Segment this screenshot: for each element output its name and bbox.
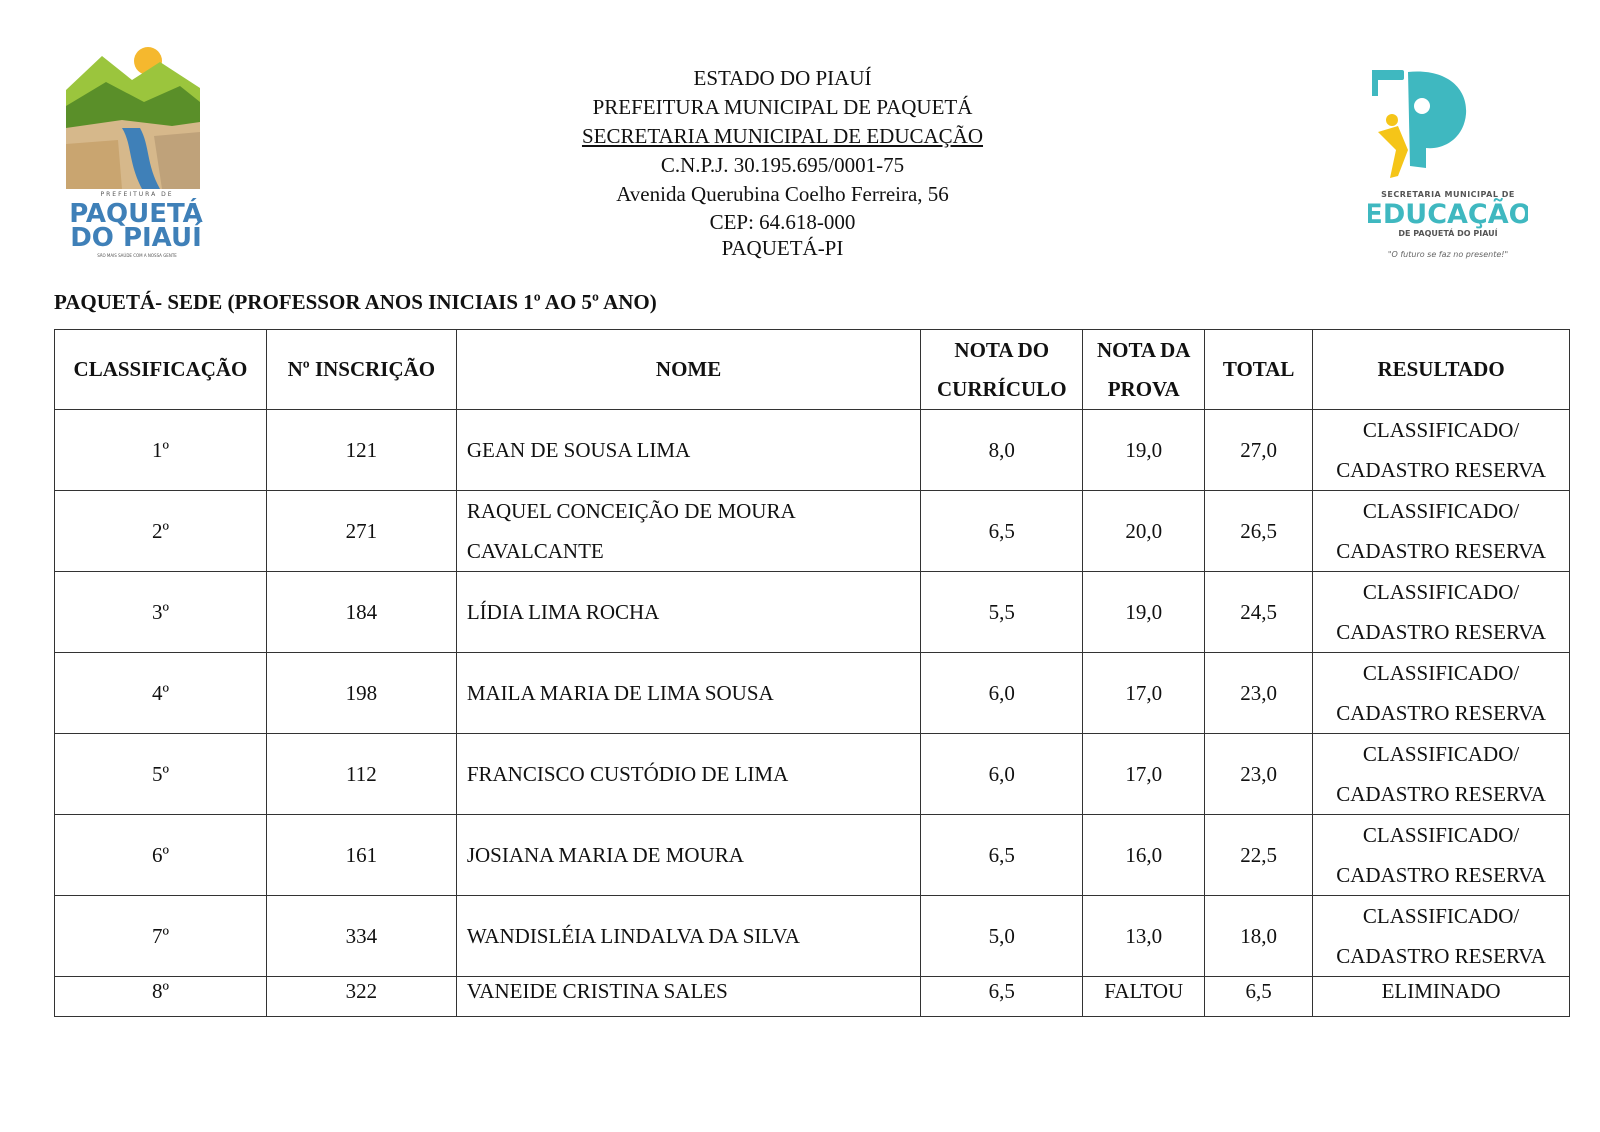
paqueta-logo: [62, 44, 212, 269]
cell-nota-curriculo: 6,5: [921, 491, 1083, 572]
cell-nome-line1: RAQUEL CONCEIÇÃO DE MOURA: [466, 499, 796, 523]
header-nome: NOME: [456, 330, 920, 410]
cell-inscricao: 322: [266, 977, 456, 1017]
cell-nota-prova: 19,0: [1083, 572, 1205, 653]
cell-resultado: [1313, 410, 1570, 491]
table-row: [55, 977, 1570, 1017]
cell-nota-prova: 20,0: [1083, 491, 1205, 572]
cell-nome-line1: GEAN DE SOUSA LIMA: [466, 438, 691, 462]
cell-nome: [456, 572, 920, 653]
cell-resultado: [1313, 977, 1570, 1017]
cell-classificacao: 7º: [55, 896, 267, 977]
cell-nome-line2: CAVALCANTE: [466, 539, 604, 563]
header-total: TOTAL: [1205, 330, 1313, 410]
cell-nome-line1: WANDISLÉIA LINDALVA DA SILVA: [466, 924, 800, 948]
header-classificacao: CLASSIFICAÇÃO: [55, 330, 267, 410]
logo-right-line2: EDUCAÇÃO: [1368, 199, 1528, 230]
cell-inscricao: 198: [266, 653, 456, 734]
cell-nome-line1: VANEIDE CRISTINA SALES: [466, 979, 728, 1003]
cell-nome: [456, 977, 920, 1017]
cell-inscricao: 334: [266, 896, 456, 977]
table-header-row: [55, 330, 1570, 410]
cell-nome: [456, 491, 920, 572]
logo-right-line3: DE PAQUETÁ DO PIAUÍ: [1398, 229, 1498, 238]
cell-resultado-line2: CADASTRO RESERVA: [1336, 539, 1546, 563]
cell-nome: [456, 734, 920, 815]
cell-resultado-line2: CADASTRO RESERVA: [1336, 944, 1546, 968]
cell-total: 23,0: [1205, 653, 1313, 734]
section-title: PAQUETÁ- SEDE (PROFESSOR ANOS INICIAIS 1º AO 5º ANO): [54, 290, 657, 314]
cell-nome-line1: FRANCISCO CUSTÓDIO DE LIMA: [466, 762, 789, 786]
cell-resultado-line1: CLASSIFICADO/: [1362, 823, 1520, 847]
cell-classificacao: 6º: [55, 815, 267, 896]
cell-nome: [456, 896, 920, 977]
cell-nota-prova: 17,0: [1083, 734, 1205, 815]
cell-total: 26,5: [1205, 491, 1313, 572]
cell-total: 23,0: [1205, 734, 1313, 815]
cell-nota-prova: 17,0: [1083, 653, 1205, 734]
cell-total: 18,0: [1205, 896, 1313, 977]
cell-resultado-line1: CLASSIFICADO/: [1362, 742, 1520, 766]
header-resultado: RESULTADO: [1313, 330, 1570, 410]
cell-classificacao: 5º: [55, 734, 267, 815]
cell-nome: [456, 653, 920, 734]
cell-total: 27,0: [1205, 410, 1313, 491]
header-secretariat: SECRETARIA MUNICIPAL DE EDUCAÇÃO: [581, 124, 984, 148]
cell-resultado: [1313, 896, 1570, 977]
header-city: PAQUETÁ-PI: [721, 236, 844, 260]
header-curriculo-line2: CURRÍCULO: [937, 376, 1067, 401]
educacao-logo: [1368, 66, 1528, 271]
cell-classificacao: 2º: [55, 491, 267, 572]
cell-nota-curriculo: 6,0: [921, 734, 1083, 815]
educacao-emblem-icon: [1368, 66, 1528, 271]
table-row: [55, 572, 1570, 653]
cell-nota-prova: 19,0: [1083, 410, 1205, 491]
cell-inscricao: 121: [266, 410, 456, 491]
cell-total: 22,5: [1205, 815, 1313, 896]
header-prefecture: PREFEITURA MUNICIPAL DE PAQUETÁ: [592, 95, 973, 119]
cell-inscricao: 112: [266, 734, 456, 815]
cell-total: 6,5: [1205, 977, 1313, 1017]
cell-total: 24,5: [1205, 572, 1313, 653]
cell-resultado-line1: CLASSIFICADO/: [1362, 499, 1520, 523]
cell-resultado-line1: CLASSIFICADO/: [1362, 661, 1520, 685]
cell-resultado-line2: CADASTRO RESERVA: [1336, 458, 1546, 482]
header-prova-line1: NOTA DA: [1096, 337, 1191, 362]
cell-resultado-line1: CLASSIFICADO/: [1362, 418, 1520, 442]
cell-resultado-line1: CLASSIFICADO/: [1362, 904, 1520, 928]
cell-resultado-line2: CADASTRO RESERVA: [1336, 620, 1546, 644]
cell-nome: [456, 410, 920, 491]
document-header: [450, 64, 1115, 261]
cell-nota-curriculo: 5,0: [921, 896, 1083, 977]
cell-resultado: [1313, 653, 1570, 734]
logo-left-small-text: PREFEITURA DE: [100, 191, 174, 198]
cell-nota-curriculo: 8,0: [921, 410, 1083, 491]
cell-inscricao: 271: [266, 491, 456, 572]
cell-nota-prova: FALTOU: [1083, 977, 1205, 1017]
cell-resultado-line1: ELIMINADO: [1381, 979, 1501, 1003]
cell-nota-curriculo: 6,5: [921, 977, 1083, 1017]
logo-left-line1: PAQUETÁ: [69, 199, 203, 229]
cell-resultado-line2: CADASTRO RESERVA: [1336, 863, 1546, 887]
cell-nome: [456, 815, 920, 896]
table-row: [55, 410, 1570, 491]
header-inscricao: Nº INSCRIÇÃO: [266, 330, 456, 410]
header-cnpj: C.N.P.J. 30.195.695/0001-75: [660, 153, 905, 177]
cell-nota-curriculo: 6,5: [921, 815, 1083, 896]
header-curriculo-line1: NOTA DO: [954, 337, 1050, 362]
cell-resultado: [1313, 572, 1570, 653]
paqueta-emblem-icon: [62, 44, 212, 269]
logo-left-line2: DO PIAUÍ: [70, 223, 202, 253]
cell-nome-line1: MAILA MARIA DE LIMA SOUSA: [466, 681, 774, 705]
cell-resultado: [1313, 491, 1570, 572]
logo-right-motto: "O futuro se faz no presente!": [1387, 250, 1509, 259]
logo-left-tagline: SÃO MAIS SAÚDE COM A NOSSA GENTE: [97, 253, 177, 258]
table-row: [55, 734, 1570, 815]
cell-nota-curriculo: 5,5: [921, 572, 1083, 653]
cell-nome-line1: LÍDIA LIMA ROCHA: [466, 600, 660, 624]
cell-resultado: [1313, 815, 1570, 896]
table-row: [55, 815, 1570, 896]
cell-inscricao: 184: [266, 572, 456, 653]
header-nota-prova: [1083, 330, 1205, 410]
header-cep: CEP: 64.618-000: [709, 210, 856, 234]
cell-resultado: [1313, 734, 1570, 815]
table-row: [55, 896, 1570, 977]
cell-resultado-line1: CLASSIFICADO/: [1362, 580, 1520, 604]
results-table: [54, 329, 1570, 1017]
header-nota-curriculo: [921, 330, 1083, 410]
cell-nota-prova: 16,0: [1083, 815, 1205, 896]
table-row: [55, 653, 1570, 734]
table-row: [55, 491, 1570, 572]
cell-classificacao: 8º: [55, 977, 267, 1017]
cell-resultado-line2: CADASTRO RESERVA: [1336, 701, 1546, 725]
cell-nota-curriculo: 6,0: [921, 653, 1083, 734]
header-prova-line2: PROVA: [1107, 376, 1180, 401]
cell-classificacao: 1º: [55, 410, 267, 491]
logo-right-line1: SECRETARIA MUNICIPAL DE: [1381, 190, 1515, 199]
cell-classificacao: 3º: [55, 572, 267, 653]
cell-inscricao: 161: [266, 815, 456, 896]
header-state: ESTADO DO PIAUÍ: [693, 66, 872, 90]
cell-nome-line1: JOSIANA MARIA DE MOURA: [466, 843, 744, 867]
header-address: Avenida Querubina Coelho Ferreira, 56: [616, 182, 949, 206]
cell-resultado-line2: CADASTRO RESERVA: [1336, 782, 1546, 806]
cell-nota-prova: 13,0: [1083, 896, 1205, 977]
cell-classificacao: 4º: [55, 653, 267, 734]
